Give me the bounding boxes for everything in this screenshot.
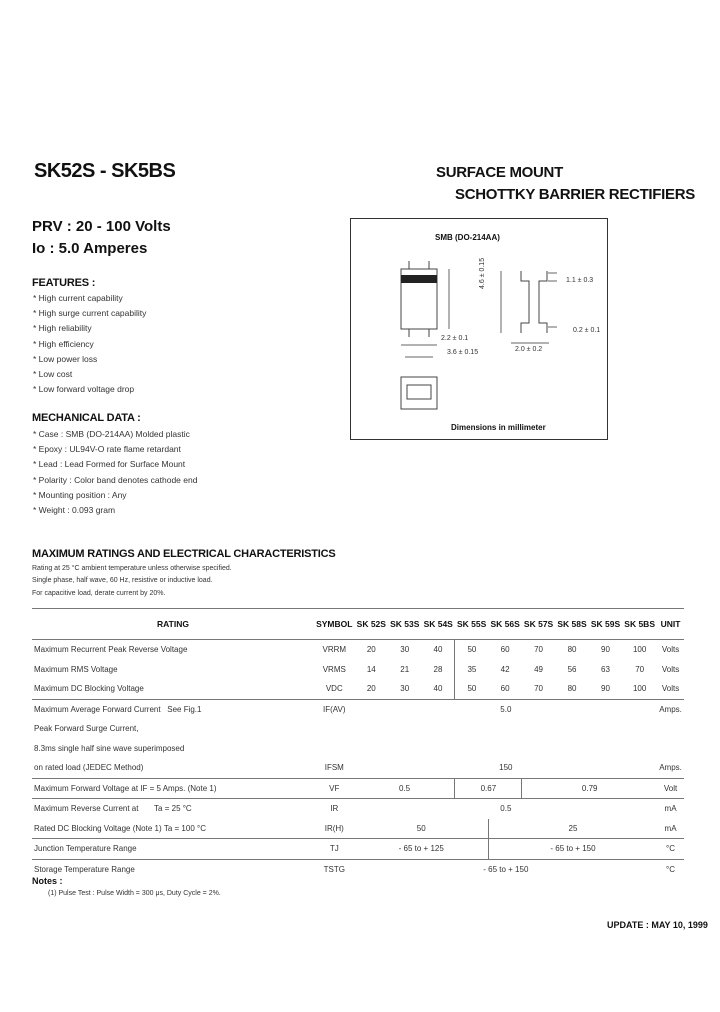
- row-desc: Peak Forward Surge Current,: [34, 724, 139, 734]
- list-item: * High efficiency: [33, 337, 146, 352]
- cell: 30: [388, 640, 421, 660]
- col-unit: UNIT: [657, 609, 684, 640]
- row-symbol: VRRM: [314, 640, 355, 660]
- cell: 50: [416, 823, 426, 833]
- mechanical-title: MECHANICAL DATA :: [32, 412, 141, 424]
- cell: - 65 to + 125: [355, 839, 489, 860]
- cell: 35: [455, 660, 488, 680]
- row-desc: [32, 819, 314, 839]
- desc-text: Rated DC Blocking Voltage (Note 1): [34, 823, 162, 833]
- list-item: * Case : SMB (DO-214AA) Molded plastic: [33, 427, 197, 442]
- row-symbol: IR: [314, 799, 355, 819]
- cell: 20: [366, 684, 376, 694]
- list-item: * Epoxy : UL94V-O rate flame retardant: [33, 442, 197, 457]
- row-unit: Volts: [661, 664, 680, 674]
- table-header-row: [32, 609, 684, 640]
- row-unit: Amps.: [659, 763, 682, 773]
- row-desc: on rated load (JEDEC Method): [34, 763, 144, 773]
- part-range-title: SK52S - SK5BS: [34, 160, 176, 182]
- cell: 100: [632, 684, 647, 694]
- dim-label: 2.2 ± 0.1: [441, 335, 469, 342]
- mechanical-list: [33, 427, 197, 518]
- table-row: [32, 660, 684, 680]
- row-symbol: VDC: [325, 684, 343, 694]
- cell: 70: [635, 664, 645, 674]
- col-part: SK 58S: [555, 609, 588, 640]
- cell: 50: [455, 640, 488, 660]
- list-item: * Polarity : Color band denotes cathode end: [33, 473, 197, 488]
- cell: 56: [567, 664, 577, 674]
- features-title: FEATURES :: [32, 277, 96, 289]
- cell: 40: [421, 640, 454, 660]
- io-rating: Io : 5.0 Amperes: [32, 240, 148, 257]
- list-item: * Lead : Lead Formed for Surface Mount: [33, 457, 197, 472]
- row-unit: Amps.: [657, 699, 684, 719]
- row-unit: Volts: [661, 684, 680, 694]
- list-item: * Low cost: [33, 367, 146, 382]
- row-desc: Maximum RMS Voltage: [34, 664, 118, 674]
- row-desc: Maximum Recurrent Peak Reverse Voltage: [32, 640, 314, 660]
- table-row: [32, 778, 684, 799]
- note-1: (1) Pulse Test : Pulse Width = 300 μs, Duty Cycle = 2%.: [48, 890, 221, 897]
- cell: 0.67: [455, 778, 522, 799]
- desc-cond: Ta = 100 °C: [163, 823, 206, 833]
- row-symbol: IR(H): [324, 823, 344, 833]
- desc-text: Maximum Reverse Current at: [34, 804, 139, 814]
- cell: 40: [433, 684, 443, 694]
- row-symbol: IF(AV): [314, 699, 355, 719]
- list-item: * High current capability: [33, 291, 146, 306]
- package-title: SMB (DO-214AA): [435, 233, 500, 242]
- cell: 20: [355, 640, 388, 660]
- cell: 0.5: [355, 778, 455, 799]
- row-unit: Volt: [657, 778, 684, 799]
- col-symbol: SYMBOL: [314, 609, 355, 640]
- row-unit: °C: [657, 859, 684, 879]
- row-unit: Volts: [657, 640, 684, 660]
- desc-text: Maximum Average Forward Current: [34, 704, 161, 714]
- row-unit: °C: [657, 839, 684, 860]
- ratings-note: Rating at 25 °C ambient temperature unless otherwise specified.: [32, 565, 232, 572]
- table-row: [32, 758, 684, 778]
- col-part: SK 55S: [455, 609, 488, 640]
- row-desc: Maximum Forward Voltage at IF = 5 Amps. (Note 1): [32, 778, 314, 799]
- cell: 70: [534, 684, 544, 694]
- cell: 28: [433, 664, 443, 674]
- row-desc: Junction Temperature Range: [32, 839, 314, 860]
- table-row: [32, 799, 684, 819]
- dim-label: 3.6 ± 0.15: [447, 349, 479, 356]
- cell: 63: [601, 664, 610, 674]
- package-caption: Dimensions in millimeter: [451, 423, 546, 432]
- dim-label: 4.6 ± 0.15: [479, 257, 486, 289]
- cell: 70: [522, 640, 555, 660]
- notes-title: Notes :: [32, 876, 63, 886]
- package-outline-box: [350, 218, 608, 440]
- header-line-1: SURFACE MOUNT: [436, 164, 563, 181]
- row-desc: Storage Temperature Range: [32, 859, 314, 879]
- cell: - 65 to + 150: [355, 859, 658, 879]
- ratings-note: Single phase, half wave, 60 Hz, resistive or inductive load.: [32, 577, 213, 584]
- dim-label: 0.2 ± 0.1: [573, 327, 601, 334]
- row-desc: Maximum DC Blocking Voltage: [34, 684, 144, 694]
- cell: 90: [601, 684, 610, 694]
- row-unit: mA: [664, 823, 677, 833]
- list-item: * Low power loss: [33, 352, 146, 367]
- cell: 14: [366, 664, 376, 674]
- col-part: SK 57S: [522, 609, 555, 640]
- cell: 42: [500, 664, 510, 674]
- table-row: [32, 699, 684, 719]
- list-item: * High surge current capability: [33, 306, 146, 321]
- table-row: [32, 839, 684, 860]
- cell: 60: [488, 640, 521, 660]
- row-desc: [32, 799, 314, 819]
- dim-label: 2.0 ± 0.2: [515, 346, 543, 353]
- list-item: * Low forward voltage drop: [33, 382, 146, 397]
- row-desc: [32, 699, 314, 719]
- col-part: SK 59S: [589, 609, 622, 640]
- table-row: [32, 819, 684, 839]
- table-row: [32, 679, 684, 699]
- row-symbol: TSTG: [314, 859, 355, 879]
- header-line-2: SCHOTTKY BARRIER RECTIFIERS: [455, 186, 695, 203]
- features-list: [33, 291, 146, 397]
- row-desc: 8.3ms single half sine wave superimposed: [34, 743, 185, 753]
- row-unit: mA: [657, 799, 684, 819]
- ratings-title: MAXIMUM RATINGS AND ELECTRICAL CHARACTERISTICS: [32, 548, 336, 560]
- cell: 80: [567, 684, 577, 694]
- col-part: SK 5BS: [622, 609, 657, 640]
- list-item: * Mounting position : Any: [33, 488, 197, 503]
- dim-label: 1.1 ± 0.3: [566, 277, 594, 284]
- col-part: SK 52S: [355, 609, 388, 640]
- table-row: [32, 739, 684, 759]
- cell: 60: [500, 684, 510, 694]
- cell: 150: [499, 763, 513, 773]
- cell: 0.79: [522, 778, 657, 799]
- row-symbol: VF: [314, 778, 355, 799]
- cell: 0.5: [355, 799, 658, 819]
- row-symbol: TJ: [314, 839, 355, 860]
- table-row: [32, 859, 684, 879]
- cell: - 65 to + 150: [488, 839, 657, 860]
- cell: 50: [455, 679, 488, 699]
- prv-rating: PRV : 20 - 100 Volts: [32, 218, 171, 235]
- col-part: SK 54S: [421, 609, 454, 640]
- ratings-table: [32, 608, 684, 874]
- table-row: [32, 719, 684, 739]
- col-rating: RATING: [32, 609, 314, 640]
- cell: 30: [400, 684, 410, 694]
- ratings-note: For capacitive load, derate current by 20%.: [32, 590, 166, 597]
- cell: 25: [488, 819, 657, 839]
- desc-cond: Ta = 25 °C: [154, 804, 192, 814]
- cell: 49: [534, 664, 544, 674]
- cell: 21: [400, 664, 410, 674]
- update-date: UPDATE : MAY 10, 1999: [607, 920, 708, 930]
- table-row: [32, 640, 684, 660]
- package-drawing: [351, 219, 607, 439]
- cell: 5.0: [355, 699, 658, 719]
- list-item: * High reliability: [33, 321, 146, 336]
- cell: 90: [589, 640, 622, 660]
- desc-ref: See Fig.1: [167, 704, 202, 714]
- cell: 100: [622, 640, 657, 660]
- row-symbol: VRMS: [322, 664, 346, 674]
- list-item: * Weight : 0.093 gram: [33, 503, 197, 518]
- col-part: SK 53S: [388, 609, 421, 640]
- col-part: SK 56S: [488, 609, 521, 640]
- row-symbol: IFSM: [324, 763, 344, 773]
- cell: 80: [555, 640, 588, 660]
